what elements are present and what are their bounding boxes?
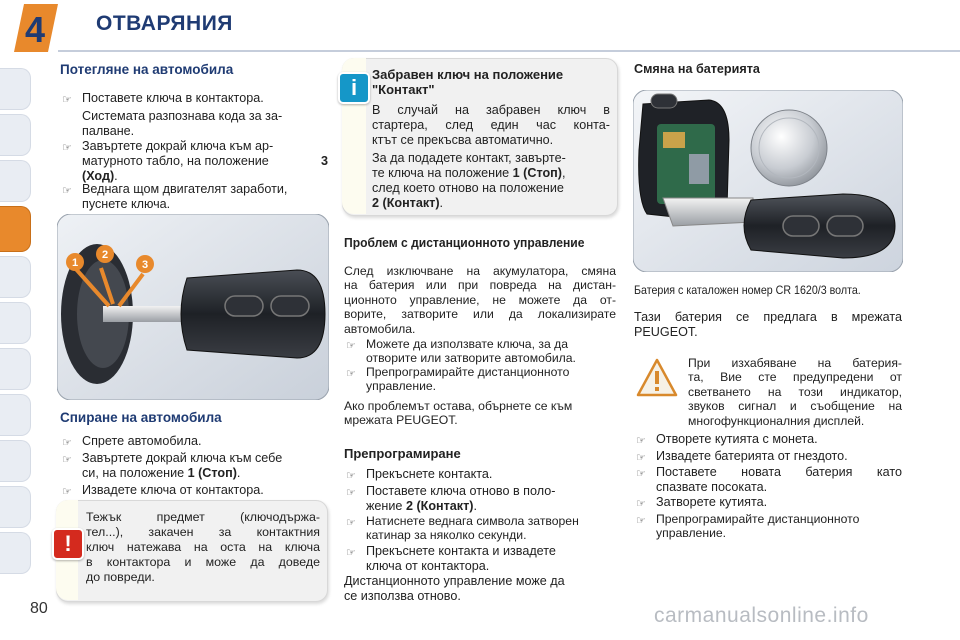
bullet-icon: ☞ — [346, 547, 356, 559]
starting-step-1: Поставете ключа в контактора. — [82, 91, 264, 105]
chapter-number: 4 — [24, 9, 46, 50]
bullet-icon: ☞ — [636, 452, 646, 464]
info-p1-line-3: ктът се прекъсва автоматично. — [372, 133, 554, 147]
info-p2-line-3: след което отново на положение — [372, 181, 564, 195]
battery-step-5-line-1: Препрограмирайте дистанционното — [656, 512, 860, 526]
chapter-badge — [14, 4, 58, 52]
remote-outro-line-2: мрежата PEUGEOT. — [344, 413, 458, 428]
reprog-step-2-line-2: жение 2 (Контакт). — [366, 499, 477, 513]
info-p1-line-1: В случай на забравен ключ в — [372, 103, 610, 117]
battery-notice-line-2: та, Вие сте предупредени от — [688, 370, 902, 385]
battery-step-1: Отворете кутията с монета. — [656, 432, 818, 446]
reprog-step-1: Прекъснете контакта. — [366, 467, 493, 481]
side-tab-5[interactable] — [0, 256, 31, 298]
bullet-icon: ☞ — [62, 486, 72, 498]
starting-step-3-line-2: пуснете ключа. — [82, 197, 171, 211]
remote-intro-line-4: ворите, затворите или да локализирате — [344, 307, 616, 322]
battery-notice-line-5: многофункционалния дисплей. — [688, 413, 865, 428]
bullet-icon: ☞ — [346, 340, 356, 352]
remote-intro-line-1: След изключване на акумулатора, смяна — [344, 264, 616, 278]
reprog-step-3-line-2: катинар за няколко секунди. — [366, 528, 527, 543]
bullet-icon: ☞ — [62, 437, 72, 449]
bullet-icon: ☞ — [346, 517, 356, 529]
bullet-icon: ☞ — [636, 435, 646, 447]
position-2-label: 2 — [101, 249, 109, 261]
reprog-outro-line-1: Дистанционното управление може да — [344, 574, 565, 588]
info-p1-line-2: стартера, след един час конта- — [372, 118, 610, 132]
starting-note-line-1: Системата разпознава кода за за- — [82, 109, 283, 123]
position-1-label: 1 — [71, 257, 79, 269]
bullet-icon: ☞ — [636, 498, 646, 510]
side-tab-1[interactable] — [0, 68, 31, 110]
side-tab-4-active[interactable] — [0, 206, 31, 252]
watermark: carmanualsonline.info — [654, 604, 869, 627]
remote-outro-line-1: Ако проблемът остава, обърнете се към — [344, 399, 573, 413]
info-p2-line-1: За да подадете контакт, завъртe- — [372, 151, 566, 165]
remote-intro-line-2: на батерия или при повреда на дистан- — [344, 278, 616, 293]
battery-illustration — [633, 90, 903, 272]
side-tab-8[interactable] — [0, 394, 31, 436]
battery-step-2: Извадете батерията от гнездото. — [656, 449, 848, 463]
reprog-step-4-line-1: Прекъснете контакта и извадете — [366, 544, 556, 558]
starting-step-3-line-1: Веднага щом двигателят заработи, — [82, 182, 288, 196]
page-title: ОТВАРЯНИЯ — [96, 12, 233, 35]
side-tab-11[interactable] — [0, 532, 31, 574]
remote-step-1-line-2: отворите или затворите автомобила. — [366, 351, 576, 366]
bullet-icon: ☞ — [62, 94, 72, 106]
remote-intro-line-5: автомобила. — [344, 321, 416, 336]
battery-step-4: Затворете кутията. — [656, 495, 768, 509]
reprogramming-title: Препрограмиране — [344, 446, 461, 461]
battery-notice-line-1: При изхабяване на батерия- — [688, 356, 902, 370]
warning-line-2: тел...), закачен за контактния — [86, 525, 320, 539]
bullet-icon: ☞ — [62, 454, 72, 466]
remote-step-2-line-1: Препрограмирайте дистанционното — [366, 365, 570, 379]
reprog-step-4-line-2: ключа от контактора. — [366, 559, 490, 573]
bullet-icon: ☞ — [62, 142, 72, 154]
stopping-title: Спиране на автомобила — [60, 410, 222, 425]
side-tab-10[interactable] — [0, 486, 31, 528]
bullet-icon: ☞ — [636, 468, 646, 480]
warning-icon: ! — [52, 528, 84, 560]
info-p2-line-4: 2 (Контакт). — [372, 196, 444, 210]
remote-step-1-line-1: Можете да използвате ключа, за да — [366, 337, 568, 351]
reprog-step-3-line-1: Натиснете веднага символа затворен — [366, 514, 579, 528]
stopping-step-3: Извадете ключа от контактора. — [82, 483, 264, 497]
stopping-step-1: Спрете автомобила. — [82, 434, 202, 448]
remote-problem-title: Проблем с дистанционното управление — [344, 235, 585, 250]
bullet-icon: ☞ — [636, 515, 646, 527]
side-tab-9[interactable] — [0, 440, 31, 482]
page-number: 80 — [30, 600, 48, 617]
info-p2-line-2: те ключа на положение 1 (Стоп), — [372, 166, 566, 180]
info-icon: i — [338, 72, 370, 104]
warning-line-5: до повреди. — [86, 570, 155, 584]
battery-title: Смяна на батерията — [634, 62, 760, 76]
starting-step-2-line-3: (Ход). — [82, 169, 118, 183]
bullet-icon: ☞ — [346, 487, 356, 499]
ignition-illustration — [57, 214, 329, 400]
remote-intro-line-3: ционното управление, не можете да от- — [344, 292, 616, 307]
side-tab-3[interactable] — [0, 160, 31, 202]
warning-line-4: в контактора и може да доведе — [86, 555, 320, 569]
stopping-step-2-line-2: си, на положение 1 (Стоп). — [82, 466, 241, 480]
bullet-icon: ☞ — [62, 185, 72, 197]
battery-notice-line-4: звуков сигнал и съобщение на — [688, 399, 902, 414]
bullet-icon: ☞ — [346, 368, 356, 380]
battery-notice-line-3: светването на този индикатор, — [688, 384, 902, 399]
starting-step-2-line-2: матурното табло, на положение 3 — [82, 154, 328, 168]
warning-line-3: ключ натежава на оста на ключа — [86, 540, 320, 554]
info-title-line-1: Забравен ключ на положение — [372, 67, 564, 82]
starting-step-2-line-1: Завъртете докрай ключа към ар- — [82, 139, 274, 153]
position-3-label: 3 — [141, 259, 149, 271]
battery-offer-line-1: Тази батерия се предлага в мрежата — [634, 310, 902, 324]
side-tab-7[interactable] — [0, 348, 31, 390]
battery-step-5-line-2: управление. — [656, 526, 727, 541]
side-tab-2[interactable] — [0, 114, 31, 156]
bullet-icon: ☞ — [346, 470, 356, 482]
battery-caption: Батерия с каталожен номер CR 1620/3 волта. — [634, 284, 861, 297]
battery-step-3-line-1: Поставете новата батерия като — [656, 465, 902, 479]
remote-step-2-line-2: управление. — [366, 379, 437, 394]
low-battery-warning-icon — [636, 358, 678, 398]
battery-step-3-line-2: спазвате посоката. — [656, 480, 768, 494]
battery-offer-line-2: PEUGEOT. — [634, 325, 698, 339]
header-divider — [58, 50, 960, 52]
info-title-line-2: "Контакт" — [372, 82, 435, 97]
starting-note-line-2: палване. — [82, 124, 135, 138]
warning-line-1: Тежък предмет (ключодържа- — [86, 510, 320, 524]
reprog-outro-line-2: се използва отново. — [344, 589, 461, 603]
reprog-step-2-line-1: Поставете ключа отново в поло- — [366, 484, 556, 498]
stopping-step-2-line-1: Завъртете докрай ключа към себе — [82, 451, 283, 465]
starting-title: Потегляне на автомобила — [60, 62, 234, 77]
side-tab-6[interactable] — [0, 302, 31, 344]
